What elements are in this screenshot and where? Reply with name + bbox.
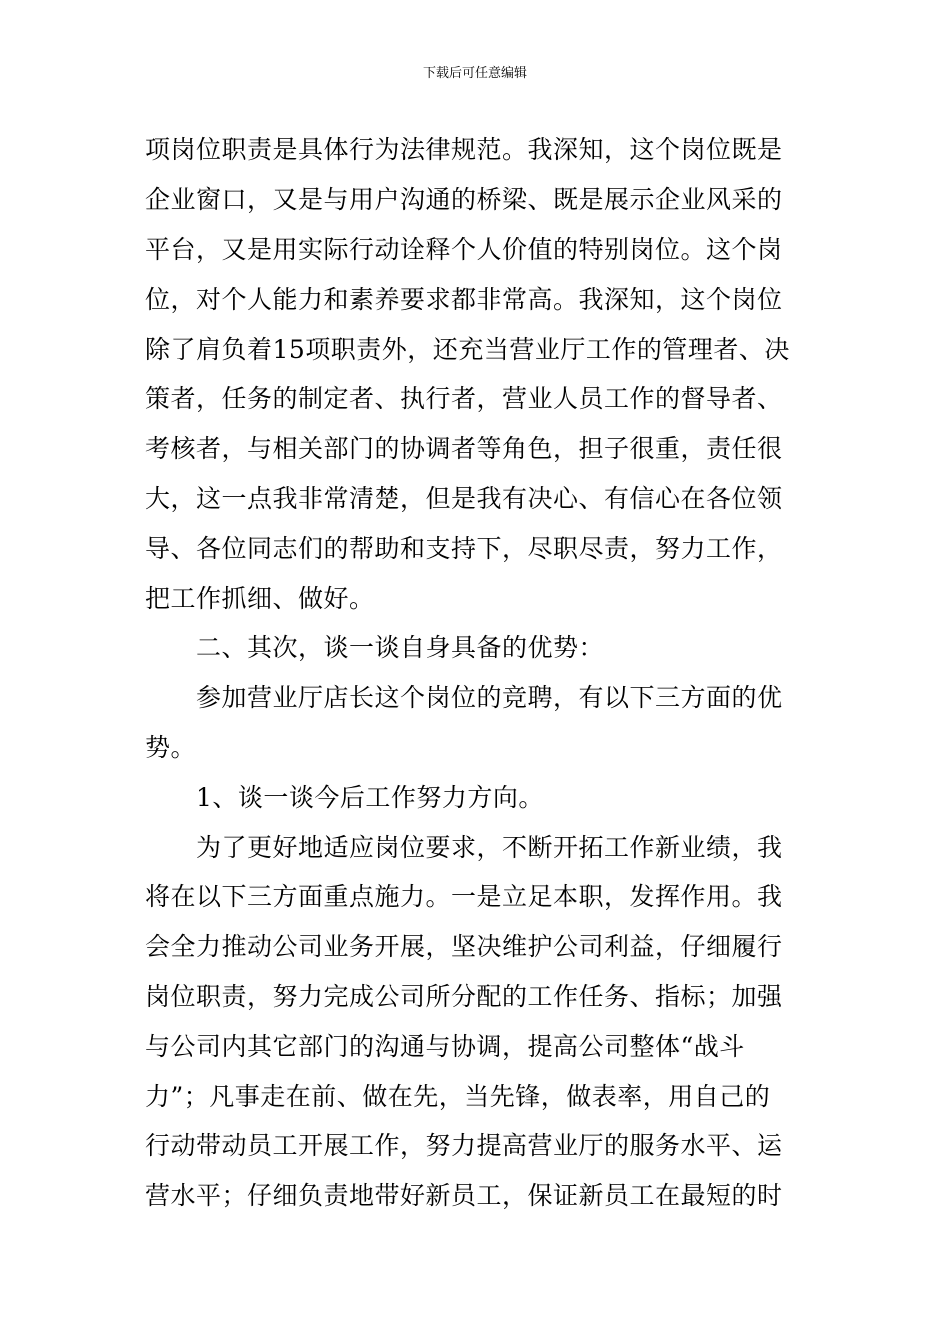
body-text-line: 岗位职责，努力完成公司所分配的工作任务、指标；加强 [145, 982, 783, 1011]
body-text-line: 策者，任务的制定者、执行者，营业人员工作的督导者、 [145, 384, 783, 413]
body-text-line: 将在以下三方面重点施力。一是立足本职，发挥作用。我 [145, 882, 783, 911]
body-text-line: 导、各位同志们的帮助和支持下，尽职尽责，努力工作， [145, 534, 783, 563]
body-text-line: 力”；凡事走在前、做在先，当先锋，做表率，用自己的 [145, 1082, 771, 1111]
body-text-line: 除了肩负着15项职责外，还充当营业厅工作的管理者、决 [145, 335, 790, 364]
paragraph-first-line: 参加营业厅店长这个岗位的竞聘，有以下三方面的优 [196, 683, 783, 712]
body-text-line: 行动带动员工开展工作，努力提高营业厅的服务水平、运 [145, 1131, 783, 1160]
body-text-line: 平台，又是用实际行动诠释个人价值的特别岗位。这个岗 [145, 235, 783, 264]
body-text-line: 企业窗口，又是与用户沟通的桥梁、既是展示企业风采的 [145, 185, 783, 214]
body-text-line: 位，对个人能力和素养要求都非常高。我深知，这个岗位 [145, 285, 783, 314]
paragraph-first-line: 为了更好地适应岗位要求，不断开拓工作新业绩，我 [196, 833, 783, 862]
page-header-watermark: 下载后可任意编辑 [422, 66, 527, 81]
body-text-line: 项岗位职责是具体行为法律规范。我深知，这个岗位既是 [145, 135, 783, 164]
section-heading: 二、其次，谈一谈自身具备的优势： [196, 633, 605, 662]
body-text-line: 大，这一点我非常清楚，但是我有决心、有信心在各位领 [145, 484, 783, 513]
subsection-heading: 1、谈一谈今后工作努力方向。 [196, 783, 544, 812]
body-text-line: 与公司内其它部门的沟通与协调，提高公司整体“战斗 [145, 1032, 745, 1061]
body-text-line: 营水平；仔细负责地带好新员工，保证新员工在最短的时 [145, 1181, 783, 1210]
body-text-line: 会全力推动公司业务开展，坚决维护公司利益，仔细履行 [145, 932, 783, 961]
body-text-line: 势。 [145, 733, 197, 762]
body-text-line: 把工作抓细、做好。 [145, 584, 375, 613]
body-text-line: 考核者，与相关部门的协调者等角色，担子很重，责任很 [145, 434, 783, 463]
